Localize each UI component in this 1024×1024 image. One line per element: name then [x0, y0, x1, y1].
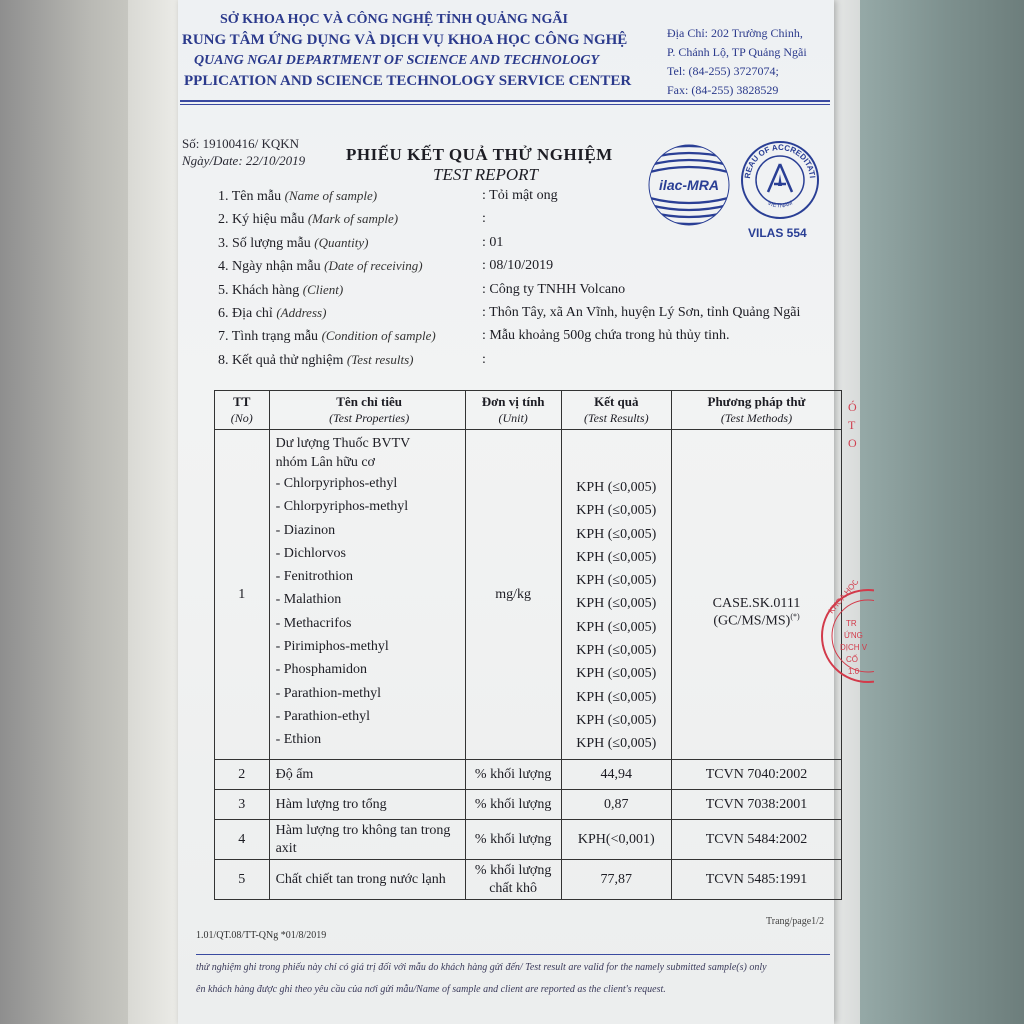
- header-unit: Đơn vị tính (Unit): [465, 391, 561, 430]
- pesticide-method: [672, 430, 842, 760]
- svg-text:DỊCH V: DỊCH V: [840, 643, 868, 652]
- field-label: 4. Ngày nhận mẫu (Date of receiving): [218, 258, 423, 275]
- pesticide-result: KPH (≤0,005): [576, 736, 657, 752]
- header-methods: Phương pháp thử (Test Methods): [672, 391, 842, 430]
- report-title-en: TEST REPORT: [433, 165, 539, 184]
- row-number: 5: [215, 860, 270, 900]
- side-mark-1: Ó: [848, 400, 857, 414]
- svg-text:ỨNG: ỨNG: [844, 631, 863, 640]
- side-mark-3: O: [848, 436, 857, 450]
- side-mark-2: T: [848, 418, 856, 432]
- pesticide-unit: mg/kg: [465, 430, 561, 760]
- report-title-vn: PHIẾU KẾT QUẢ THỬ NGHIỆM: [346, 145, 613, 164]
- pesticide-name: - Phosphamidon: [275, 662, 367, 678]
- pesticide-result: KPH (≤0,005): [576, 619, 657, 635]
- pesticide-result: KPH (≤0,005): [576, 549, 657, 565]
- pesticide-name: - Diazinon: [275, 522, 336, 538]
- footer-divider: [196, 954, 830, 955]
- row-unit: % khối lượng: [465, 790, 561, 820]
- field-label: 1. Tên mẫu (Name of sample): [218, 188, 378, 204]
- row-method: TCVN 7038:2001: [672, 790, 842, 820]
- method-line2: (GC/MS/MS)(*): [713, 611, 800, 629]
- field-label: 5. Khách hàng (Client): [218, 281, 344, 298]
- field-value: : Mẫu khoảng 500g chứa trong hủ thủy tinh.: [482, 328, 730, 344]
- row-number: 4: [215, 820, 270, 860]
- row-method: TCVN 7040:2002: [672, 760, 842, 790]
- row-result: 44,94: [561, 760, 671, 790]
- contact-address-2: P. Chánh Lộ, TP Quảng Ngãi: [667, 45, 807, 59]
- svg-text:BUREAU OF ACCREDITATION: REAU OF ACCREDITATI: [742, 142, 817, 180]
- header-properties: Tên chỉ tiêu (Test Properties): [269, 391, 465, 430]
- pesticide-group-line1: Dư lượng Thuốc BVTV: [275, 436, 411, 451]
- row-number: 1: [215, 430, 270, 760]
- field-value: : Thôn Tây, xã An Vĩnh, huyện Lý Sơn, tỉnh Quảng Ngãi: [482, 305, 801, 320]
- row-property: Hàm lượng tro tổng: [269, 790, 465, 820]
- header-tt: TT (No): [215, 391, 270, 430]
- field-label: 6. Địa chỉ (Address): [218, 305, 327, 321]
- page-number: Trang/page1/2: [766, 916, 824, 927]
- pesticide-result: KPH (≤0,005): [576, 643, 657, 659]
- pesticide-name: - Pirimiphos-methyl: [275, 639, 389, 655]
- header-divider: [180, 100, 830, 102]
- row-result: 77,87: [561, 860, 671, 900]
- header-line-3: QUANG NGAI DEPARTMENT OF SCIENCE AND TECHNOLOGY: [194, 53, 600, 68]
- field-value: : Công ty TNHH Volcano: [482, 281, 626, 297]
- field-label: 3. Số lượng mẫu (Quantity): [218, 234, 369, 251]
- header-divider-thin: [180, 104, 830, 105]
- field-label: 2. Ký hiệu mẫu (Mark of sample): [218, 211, 399, 228]
- table-header-row: [215, 391, 842, 430]
- pesticide-result: KPH (≤0,005): [576, 503, 657, 519]
- pesticide-name: - Methacrifos: [275, 615, 352, 631]
- row-result: 0,87: [561, 790, 671, 820]
- method-line1: CASE.SK.0111: [712, 595, 801, 611]
- form-code: 1.01/QT.08/TT-QNg *01/8/2019: [196, 930, 327, 941]
- contact-tel: Tel: (84-255) 3727074;: [667, 64, 779, 78]
- row-property: Độ ẩm: [269, 760, 465, 790]
- report-date: Ngày/Date: 22/10/2019: [182, 153, 306, 168]
- row-unit: % khối lượng chất khô: [465, 860, 561, 900]
- pesticide-group-line2: nhóm Lân hữu cơ: [275, 455, 375, 470]
- pesticide-result: KPH (≤0,005): [576, 712, 657, 728]
- pesticide-name: - Fenitrothion: [275, 569, 353, 585]
- row-result: KPH(<0,001): [561, 820, 671, 860]
- svg-text:ilac-MRA: ilac-MRA: [659, 177, 719, 193]
- footer-note-1: thử nghiệm ghi trong phiếu này chỉ có giá trị đối với mẫu do khách hàng gửi đến/ Test result are valid for the namely submitted sample(s) only: [196, 962, 767, 973]
- table-row: [215, 760, 842, 790]
- pesticide-result: KPH (≤0,005): [576, 689, 657, 705]
- field-label: 7. Tình trạng mẫu (Condition of sample): [218, 328, 436, 345]
- vilas-code: VILAS 554: [748, 226, 807, 240]
- row-unit: % khối lượng: [465, 760, 561, 790]
- field-value: :: [482, 351, 486, 367]
- results-table: [214, 390, 842, 900]
- pesticide-results-cell: [561, 430, 671, 760]
- background-page-edge: [128, 0, 180, 1024]
- row-method: TCVN 5485:1991: [672, 860, 842, 900]
- row-property: Hàm lượng tro không tan trong axit: [269, 820, 465, 860]
- svg-text:VIETNAM: VIETNAM: [766, 200, 794, 210]
- background-left: [0, 0, 128, 1024]
- pesticide-result: KPH (≤0,005): [576, 526, 657, 542]
- contact-address-1: Địa Chỉ: 202 Trường Chinh,: [667, 26, 803, 40]
- ilac-mra-logo-icon: [646, 142, 732, 228]
- pesticide-name: - Chlorpyriphos-ethyl: [275, 476, 398, 491]
- field-value: : 08/10/2019: [482, 258, 554, 274]
- pesticide-result: KPH (≤0,005): [576, 480, 657, 495]
- red-stamp-icon: [818, 580, 874, 692]
- table-row: [215, 430, 842, 760]
- pesticide-list: [276, 472, 465, 752]
- report-number: Số: 19100416/ KQKN: [182, 136, 300, 151]
- header-results: Kết quả (Test Results): [561, 391, 671, 430]
- svg-text:KHOA HỌC: KHOA HỌC: [826, 580, 861, 616]
- pesticide-name: - Parathion-methyl: [275, 685, 381, 701]
- row-number: 3: [215, 790, 270, 820]
- field-value: : 01: [482, 234, 504, 250]
- table-row: [215, 790, 842, 820]
- svg-text:CỐ: CỐ: [846, 655, 858, 664]
- table-row: [215, 860, 842, 900]
- row-number: 2: [215, 760, 270, 790]
- pesticide-result: KPH (≤0,005): [576, 573, 657, 589]
- field-label: 8. Kết quả thử nghiệm (Test results): [218, 351, 414, 368]
- pesticide-result-list: [562, 476, 671, 756]
- pesticide-name: - Parathion-ethyl: [275, 708, 371, 724]
- field-value: :: [482, 211, 486, 227]
- field-value: : Tỏi mật ong: [482, 188, 558, 203]
- pesticide-properties-cell: [269, 430, 465, 760]
- table-row: [215, 820, 842, 860]
- header-line-2: RUNG TÂM ỨNG DỤNG VÀ DỊCH VỤ KHOA HỌC CÔNG NGHỆ: [182, 32, 628, 48]
- svg-text:1.0: 1.0: [848, 667, 860, 676]
- header-line-4: PPLICATION AND SCIENCE TECHNOLOGY SERVICE CENTER: [184, 73, 632, 89]
- bureau-of-accreditation-logo-icon: [738, 140, 822, 228]
- pesticide-name: - Ethion: [275, 732, 322, 748]
- header-line-1: SỞ KHOA HỌC VÀ CÔNG NGHỆ TỈNH QUẢNG NGÃI: [220, 12, 568, 27]
- pesticide-name: - Malathion: [275, 592, 342, 608]
- footer-note-2: ên khách hàng được ghi theo yêu cầu của nơi gửi mẫu/Name of sample and client are reported as the client's request.: [196, 984, 666, 995]
- pesticide-result: KPH (≤0,005): [576, 596, 657, 612]
- contact-fax: Fax: (84-255) 3828529: [667, 83, 779, 97]
- pesticide-name: - Chlorpyriphos-methyl: [275, 499, 409, 515]
- row-method: TCVN 5484:2002: [672, 820, 842, 860]
- row-unit: % khối lượng: [465, 820, 561, 860]
- row-property: Chất chiết tan trong nước lạnh: [269, 860, 465, 900]
- pesticide-name: - Dichlorvos: [275, 545, 346, 561]
- svg-text:TR: TR: [846, 619, 857, 628]
- pesticide-result: KPH (≤0,005): [576, 666, 657, 682]
